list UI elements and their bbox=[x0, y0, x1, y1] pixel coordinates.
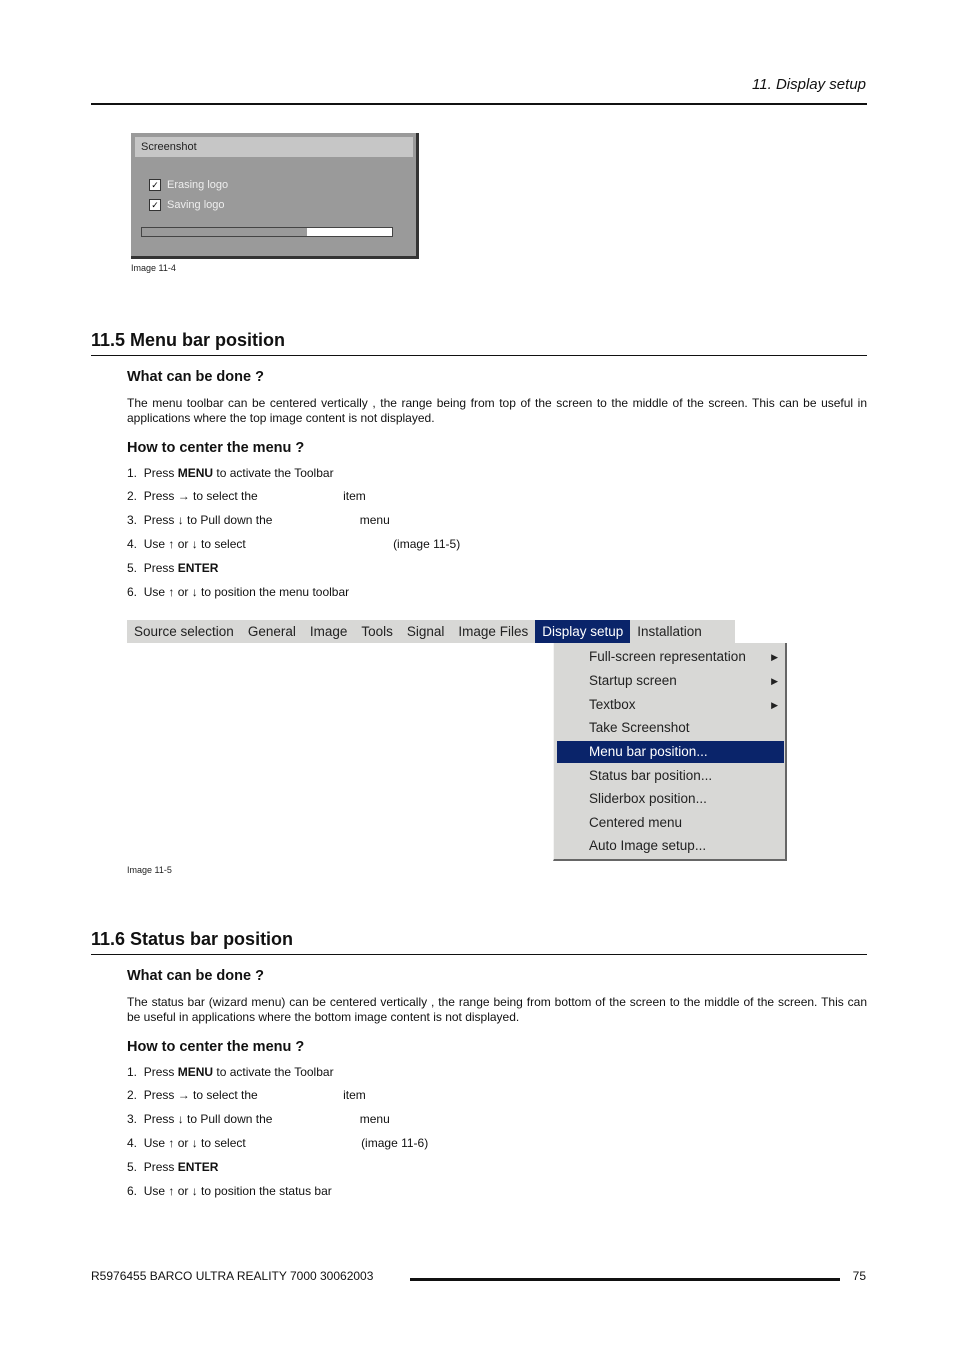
step-item: 2. Press → to select the item bbox=[127, 489, 366, 503]
step-item: 1. Press MENU to activate the Toolbar bbox=[127, 466, 334, 480]
checkmark-icon: ✓ bbox=[149, 199, 161, 211]
footer-doc-ref: R5976455 BARCO ULTRA REALITY 7000 30062003 bbox=[91, 1269, 374, 1283]
page-number: 75 bbox=[852, 1269, 866, 1283]
step-item: 3. Press ↓ to Pull down the menu bbox=[127, 513, 390, 527]
checkbox-label: Erasing logo bbox=[167, 179, 229, 191]
paragraph: The status bar (wizard menu) can be centered vertically , the range being from bottom of the screen to the middle of the screen. This can be useful in applications where the bottom image content is not displayed. bbox=[127, 995, 867, 1024]
checkmark-icon: ✓ bbox=[149, 179, 161, 191]
menu-signal: Signal bbox=[406, 624, 445, 639]
step-item: 4. Use ↑ or ↓ to select (image 11-6) bbox=[127, 1136, 429, 1150]
menubar-image bbox=[127, 620, 735, 643]
screenshot-dialog-image bbox=[131, 133, 419, 259]
subheading-how: How to center the menu ? bbox=[127, 1039, 305, 1055]
checkbox-label: Saving logo bbox=[167, 199, 225, 211]
section-rule bbox=[91, 355, 867, 356]
image-caption: Image 11-5 bbox=[127, 865, 172, 875]
dropdown-item-selected: Menu bar position... bbox=[557, 741, 784, 763]
menu-image-files: Image Files bbox=[458, 624, 529, 639]
dropdown-item: Startup screen ▶ bbox=[557, 670, 784, 692]
step-item: 5. Press ENTER bbox=[127, 561, 219, 575]
subheading-how: How to center the menu ? bbox=[127, 440, 305, 456]
chapter-header: 11. Display setup bbox=[752, 76, 866, 93]
footer-rule bbox=[410, 1278, 840, 1281]
step-item: 2. Press → to select the item bbox=[127, 1088, 366, 1102]
step-item: 3. Press ↓ to Pull down the menu bbox=[127, 1112, 390, 1126]
progress-bar bbox=[141, 227, 393, 237]
dropdown-item: Full-screen representation ▶ bbox=[557, 646, 784, 668]
submenu-arrow-icon: ▶ bbox=[771, 700, 778, 710]
menu-installation: Installation bbox=[637, 624, 702, 639]
menu-display-setup: Display setup bbox=[535, 620, 630, 643]
erasing-logo-checkbox bbox=[149, 179, 228, 191]
section-rule bbox=[91, 954, 867, 955]
dropdown-item: Textbox ▶ bbox=[557, 694, 784, 716]
step-item: 4. Use ↑ or ↓ to select (image 11-5) bbox=[127, 537, 461, 551]
display-setup-dropdown bbox=[553, 643, 787, 861]
dropdown-item: Status bar position... bbox=[589, 768, 713, 783]
submenu-arrow-icon: ▶ bbox=[771, 676, 778, 686]
header-rule bbox=[91, 103, 867, 105]
section-heading: 11.6 Status bar position bbox=[91, 929, 294, 949]
dropdown-item: Sliderbox position... bbox=[589, 791, 707, 806]
step-item: 6. Use ↑ or ↓ to position the menu toolbar bbox=[127, 585, 350, 599]
subheading-what: What can be done ? bbox=[127, 968, 264, 984]
menu-general: General bbox=[247, 624, 296, 639]
dropdown-item: Centered menu bbox=[589, 815, 683, 830]
menu-image: Image bbox=[309, 624, 348, 639]
progress-fill bbox=[142, 228, 307, 236]
dropdown-item: Auto Image setup... bbox=[589, 838, 707, 853]
dialog-title: Screenshot bbox=[135, 137, 413, 157]
paragraph: The menu toolbar can be centered vertically , the range being from top of the screen to the middle of the screen. This can be useful in applications where the top image content is not displayed. bbox=[127, 396, 867, 425]
dropdown-item: Take Screenshot bbox=[589, 720, 690, 735]
menu-tools: Tools bbox=[361, 624, 393, 639]
step-item: 5. Press ENTER bbox=[127, 1160, 219, 1174]
saving-logo-checkbox bbox=[149, 199, 225, 211]
menu-source-selection: Source selection bbox=[134, 624, 234, 639]
subheading-what: What can be done ? bbox=[127, 369, 264, 385]
section-heading: 11.5 Menu bar position bbox=[91, 330, 286, 350]
submenu-arrow-icon: ▶ bbox=[771, 652, 778, 662]
image-caption: Image 11-4 bbox=[131, 263, 176, 273]
step-item: 6. Use ↑ or ↓ to position the status bar bbox=[127, 1184, 332, 1198]
step-item: 1. Press MENU to activate the Toolbar bbox=[127, 1065, 334, 1079]
